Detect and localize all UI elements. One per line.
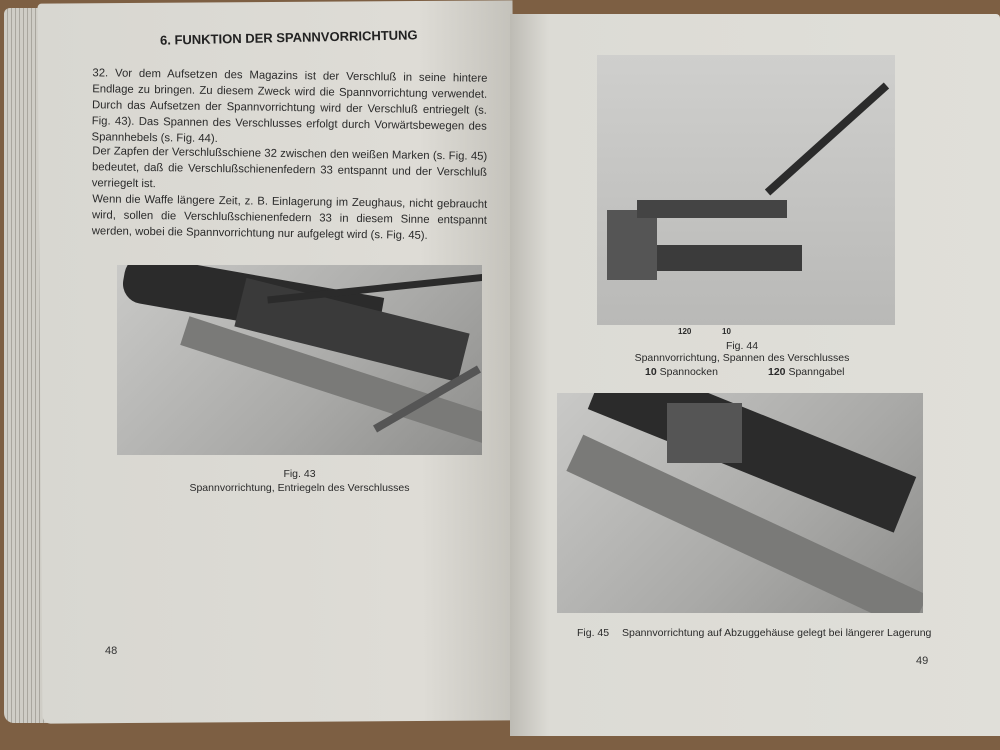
legend-label: Spanngabel (788, 366, 845, 378)
paragraph-3: Wenn die Waffe längere Zeit, z. B. Einlagerung im Zeughaus, nicht gebraucht wird, sollen die Verschlußschienenfedern 33 in diesem Sinne entspannt werden, wobei die Spannvorrichtung nur aufgelegt wird (s. Fig. 45). (91, 193, 488, 242)
figure-44-number: Fig. 44 (725, 340, 759, 352)
figure-44-photo (597, 55, 895, 325)
legend-num: 120 (768, 366, 786, 378)
legend-item-10 (645, 366, 718, 378)
figure-44-caption: Spannvorrichtung, Spannen des Verschlusses (634, 352, 850, 364)
figure-43-caption: Spannvorrichtung, Entriegeln des Verschlusses (189, 482, 410, 494)
legend-item-120 (768, 366, 845, 378)
figure-45-caption: Spannvorrichtung auf Abzuggehäuse gelegt bei längerer Lagerung (622, 627, 932, 639)
callout-10: 10 (722, 327, 731, 336)
figure-45-photo (557, 393, 923, 613)
paragraph-2: Der Zapfen der Verschlußschiene 32 zwischen den weißen Marken (s. Fig. 45) bedeutet, daß die Verschlußschienenfedern 33 entspannt und der Verschluß verriegelt ist. (91, 145, 488, 191)
figure-43-photo (117, 265, 482, 455)
page-number-left: 48 (105, 645, 118, 657)
page-number-right: 49 (916, 655, 929, 667)
callout-120: 120 (678, 327, 692, 336)
paragraph-32: 32. Vor dem Aufsetzen des Magazins ist der Verschluß in seine hintere Endlage zu bringen. Zu diesem Zweck wird die Spannvorrichtung verwendet. Durch das Aufsetzen der Spannvorrichtung wird der Verschluß entriegelt (s. Fig. 43). Das Spannen des Verschlusses erfolgt durch Vorwärtsbewegen des Spannhebels (s. Fig. 44). (91, 67, 488, 146)
legend-num: 10 (645, 366, 657, 378)
figure-43-number: Fig. 43 (283, 468, 316, 480)
figure-45-number: Fig. 45 (577, 627, 610, 639)
section-heading: 6. FUNKTION DER SPANNVORRICHTUNG (159, 27, 418, 48)
legend-label: Spannocken (659, 366, 718, 378)
